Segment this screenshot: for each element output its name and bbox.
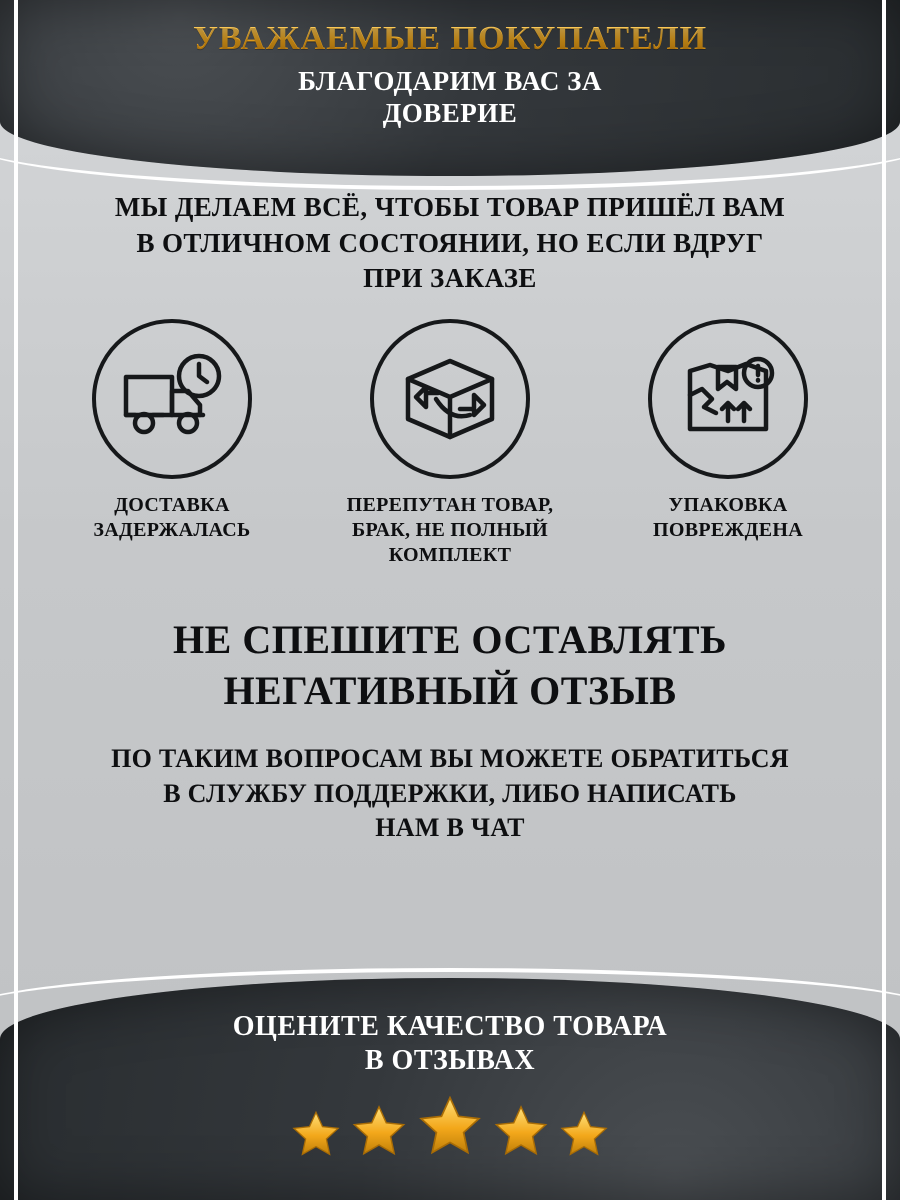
thanks-headline-line1: БЛАГОДАРИМ ВАС ЗА <box>298 66 602 96</box>
star-icon <box>289 1108 343 1160</box>
intro-line-2: В ОТЛИЧНОМ СОСТОЯНИИ, НО ЕСЛИ ВДРУГ <box>136 227 764 258</box>
star-icon <box>557 1108 611 1160</box>
main-content <box>0 190 900 846</box>
thanks-headline <box>0 66 900 130</box>
caption-line-2: ПОВРЕЖДЕНА <box>653 518 803 541</box>
issue-item-delivery-delayed <box>47 319 297 543</box>
star-icon <box>491 1102 551 1160</box>
box-return-arrow-icon <box>370 319 530 479</box>
support-line-3: НАМ В ЧАТ <box>375 813 525 843</box>
star-rating <box>0 1092 900 1160</box>
support-line-1: ПО ТАКИМ ВОПРОСАМ ВЫ МОЖЕТЕ ОБРАТИТЬСЯ <box>111 744 789 774</box>
caption-line-2: БРАК, НЕ ПОЛНЫЙ <box>352 518 548 541</box>
issue-caption-damaged-package <box>653 493 803 543</box>
support-instructions <box>0 742 900 846</box>
big-title-line-1: НЕ СПЕШИТЕ ОСТАВЛЯТЬ <box>173 616 727 662</box>
intro-text <box>0 190 900 297</box>
issue-item-damaged-package <box>603 319 853 543</box>
intro-line-3: ПРИ ЗАКАЗЕ <box>363 263 537 294</box>
no-negative-review-title <box>0 614 900 716</box>
bottom-banner <box>0 978 900 1200</box>
intro-line-1: МЫ ДЕЛАЕМ ВСЁ, ЧТОБЫ ТОВАР ПРИШЁЛ ВАМ <box>114 192 786 222</box>
star-icon <box>349 1102 409 1160</box>
top-banner <box>0 0 900 176</box>
right-rail-divider <box>882 0 886 1200</box>
caption-line-1: ПЕРЕПУТАН ТОВАР, <box>346 493 554 516</box>
issue-caption-wrong-product <box>347 493 554 568</box>
damaged-package-icon <box>648 319 808 479</box>
caption-line-1: УПАКОВКА <box>668 493 788 516</box>
big-title-line-2: НЕГАТИВНЫЙ ОТЗЫВ <box>223 668 677 714</box>
support-line-2: В СЛУЖБУ ПОДДЕРЖКИ, ЛИБО НАПИСАТЬ <box>163 778 737 808</box>
left-rail-divider <box>14 0 18 1200</box>
rate-product-title <box>0 1010 900 1078</box>
delivery-truck-clock-icon <box>92 319 252 479</box>
issue-item-wrong-product <box>325 319 575 568</box>
greeting-headline: УВАЖАЕМЫЕ ПОКУПАТЕЛИ <box>0 20 900 58</box>
issue-icons-row <box>0 319 900 568</box>
rate-title-line-1: ОЦЕНИТЕ КАЧЕСТВО ТОВАРА <box>232 1011 668 1042</box>
caption-line-3: КОМПЛЕКТ <box>388 543 512 566</box>
star-icon <box>415 1092 485 1160</box>
caption-line-1: ДОСТАВКА <box>114 493 230 516</box>
caption-line-2: ЗАДЕРЖАЛАСЬ <box>93 518 251 541</box>
thanks-headline-line2: ДОВЕРИЕ <box>382 97 518 128</box>
rate-title-line-2: В ОТЗЫВАХ <box>364 1045 536 1077</box>
issue-caption-delivery-delayed <box>93 493 250 543</box>
